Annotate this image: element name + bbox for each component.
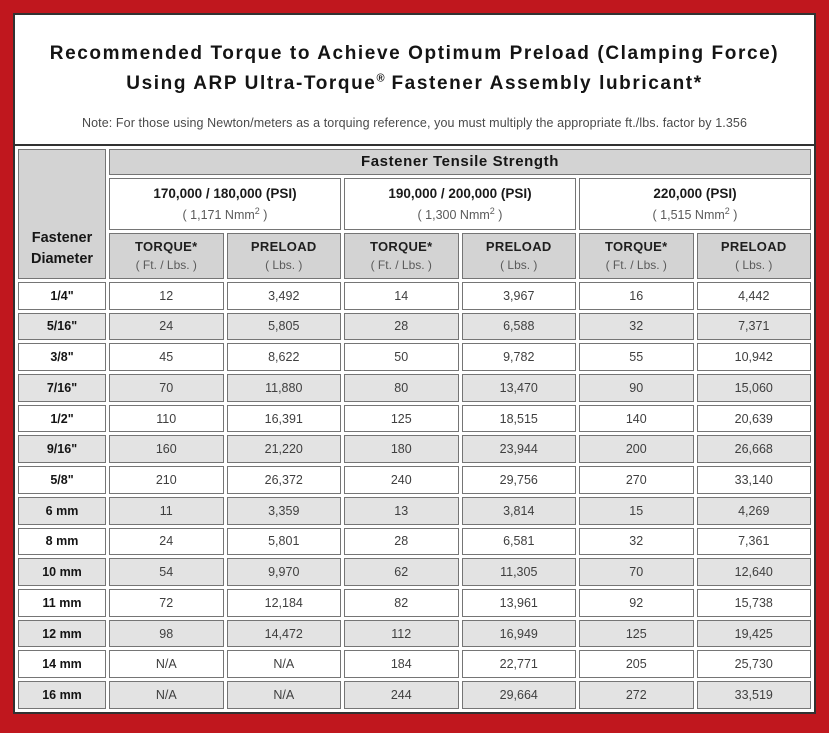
spec-sheet-panel [13,13,816,714]
preload-cell: 5,801 [227,528,342,556]
preload-cell: 15,060 [697,374,812,402]
torque-cell: 62 [344,558,459,586]
preload-label: PRELOAD [250,239,317,255]
torque-cell: N/A [109,681,224,709]
preload-cell: 19,425 [697,620,812,648]
preload-cell: 21,220 [227,435,342,463]
preload-cell: 9,970 [227,558,342,586]
torque-cell: 72 [109,589,224,617]
nmm-value: ( 1,515 Nmm [652,207,725,222]
torque-cell: 16 [579,282,694,310]
torque-unit: ( Ft. / Lbs. ) [370,258,432,273]
table-row [18,343,811,371]
preload-cell: N/A [227,650,342,678]
diameter-cell: 1/4" [18,282,106,310]
torque-unit: ( Ft. / Lbs. ) [135,258,197,273]
preload-cell: 12,184 [227,589,342,617]
nmm-close: ) [494,207,503,222]
torque-cell: N/A [109,650,224,678]
psi-label: 170,000 / 180,000 (PSI) [153,185,297,201]
torque-cell: 110 [109,405,224,433]
diameter-cell: 1/2" [18,405,106,433]
torque-cell: 125 [344,405,459,433]
torque-cell: 45 [109,343,224,371]
table-row [18,497,811,525]
torque-cell: 28 [344,313,459,341]
torque-cell: 272 [579,681,694,709]
torque-cell: 270 [579,466,694,494]
preload-cell: 7,371 [697,313,812,341]
diameter-cell: 7/16" [18,374,106,402]
torque-cell: 13 [344,497,459,525]
torque-column-header [109,233,224,279]
torque-column-header [344,233,459,279]
preload-label: PRELOAD [485,239,552,255]
preload-cell: 14,472 [227,620,342,648]
nmm-label [345,206,575,222]
registered-trademark-symbol: ® [376,73,385,86]
psi-group-190-200 [344,178,576,230]
diameter-cell: 8 mm [18,528,106,556]
title-line-2-text: Using ARP Ultra-Torque [126,73,377,95]
table-row [18,681,811,709]
torque-cell: 244 [344,681,459,709]
preload-cell: 9,782 [462,343,577,371]
preload-cell: 29,664 [462,681,577,709]
preload-cell: 22,771 [462,650,577,678]
preload-cell: N/A [227,681,342,709]
preload-label: PRELOAD [720,239,787,255]
torque-cell: 90 [579,374,694,402]
psi-group-header-row [18,178,811,230]
tensile-strength-header: Fastener Tensile Strength [109,149,811,175]
preload-unit: ( Lbs. ) [735,258,773,273]
nmm-value: ( 1,171 Nmm [182,207,255,222]
torque-cell: 240 [344,466,459,494]
torque-cell: 140 [579,405,694,433]
torque-unit: ( Ft. / Lbs. ) [605,258,667,273]
column-units-header-row [18,233,811,279]
preload-cell: 11,305 [462,558,577,586]
torque-cell: 28 [344,528,459,556]
preload-cell: 20,639 [697,405,812,433]
diameter-cell: 12 mm [18,620,106,648]
page-title [15,15,814,100]
torque-cell: 92 [579,589,694,617]
preload-column-header [462,233,577,279]
preload-cell: 10,942 [697,343,812,371]
diameter-cell: 14 mm [18,650,106,678]
diameter-cell: 16 mm [18,681,106,709]
title-line-2 [21,69,808,99]
preload-cell: 3,967 [462,282,577,310]
torque-cell: 50 [344,343,459,371]
torque-cell: 200 [579,435,694,463]
diameter-cell: 5/16" [18,313,106,341]
tensile-strength-header-row [18,149,811,175]
torque-cell: 32 [579,313,694,341]
preload-cell: 15,738 [697,589,812,617]
preload-cell: 26,668 [697,435,812,463]
torque-cell: 205 [579,650,694,678]
torque-cell: 15 [579,497,694,525]
torque-label: TORQUE* [369,239,433,255]
torque-table-container [15,144,814,712]
torque-cell: 70 [109,374,224,402]
torque-cell: 80 [344,374,459,402]
preload-cell: 33,519 [697,681,812,709]
preload-cell: 3,814 [462,497,577,525]
torque-table [15,146,814,712]
diameter-header-line1: Fastener [31,229,93,246]
psi-label: 190,000 / 200,000 (PSI) [388,185,532,201]
diameter-cell: 10 mm [18,558,106,586]
torque-cell: 98 [109,620,224,648]
torque-column-header [579,233,694,279]
nmm-label [580,206,810,222]
diameter-cell: 11 mm [18,589,106,617]
nmm-exponent: 2 [489,205,495,216]
nmm-label [110,206,340,222]
preload-cell: 12,640 [697,558,812,586]
preload-cell: 16,949 [462,620,577,648]
preload-cell: 6,588 [462,313,577,341]
table-row [18,313,811,341]
diameter-column-header [18,149,106,279]
diameter-cell: 5/8" [18,466,106,494]
torque-label: TORQUE* [604,239,668,255]
preload-cell: 3,492 [227,282,342,310]
note-text: Note: For those using Newton/meters as a torquing reference, you must multiply the appropriate ft./lbs. factor by 1.356 [81,115,747,130]
preload-cell: 7,361 [697,528,812,556]
preload-cell: 23,944 [462,435,577,463]
torque-cell: 11 [109,497,224,525]
torque-cell: 55 [579,343,694,371]
nmm-exponent: 2 [254,205,260,216]
nmm-value: ( 1,300 Nmm [417,207,490,222]
preload-unit: ( Lbs. ) [500,258,538,273]
preload-column-header [227,233,342,279]
title-line-1: Recommended Torque to Achieve Optimum Preload (Clamping Force) [49,43,780,64]
diameter-cell: 9/16" [18,435,106,463]
preload-cell: 18,515 [462,405,577,433]
diameter-header-line2: Diameter [30,250,94,267]
psi-group-220 [579,178,811,230]
nmm-close: ) [729,207,738,222]
preload-cell: 8,622 [227,343,342,371]
nmm-exponent: 2 [724,205,730,216]
torque-cell: 54 [109,558,224,586]
table-row [18,528,811,556]
table-row [18,558,811,586]
preload-unit: ( Lbs. ) [265,258,303,273]
preload-cell: 29,756 [462,466,577,494]
preload-cell: 25,730 [697,650,812,678]
table-row [18,620,811,648]
preload-cell: 16,391 [227,405,342,433]
torque-cell: 32 [579,528,694,556]
preload-cell: 13,470 [462,374,577,402]
table-row [18,282,811,310]
table-row [18,589,811,617]
torque-cell: 112 [344,620,459,648]
diameter-cell: 6 mm [18,497,106,525]
torque-cell: 180 [344,435,459,463]
torque-cell: 184 [344,650,459,678]
table-row [18,650,811,678]
psi-label: 220,000 (PSI) [653,185,737,201]
nmm-close: ) [259,207,268,222]
preload-cell: 33,140 [697,466,812,494]
preload-cell: 3,359 [227,497,342,525]
preload-column-header [697,233,812,279]
preload-cell: 13,961 [462,589,577,617]
table-row [18,466,811,494]
table-row [18,374,811,402]
psi-group-170-180 [109,178,341,230]
torque-cell: 24 [109,528,224,556]
preload-cell: 6,581 [462,528,577,556]
torque-cell: 24 [109,313,224,341]
torque-cell: 82 [344,589,459,617]
torque-cell: 210 [109,466,224,494]
torque-cell: 14 [344,282,459,310]
table-row [18,435,811,463]
preload-cell: 11,880 [227,374,342,402]
torque-cell: 70 [579,558,694,586]
diameter-cell: 3/8" [18,343,106,371]
table-row [18,405,811,433]
torque-cell: 160 [109,435,224,463]
torque-cell: 125 [579,620,694,648]
preload-cell: 4,269 [697,497,812,525]
torque-label: TORQUE* [134,239,198,255]
title-line-2-text-end: Fastener Assembly lubricant* [384,73,703,95]
torque-cell: 12 [109,282,224,310]
preload-cell: 26,372 [227,466,342,494]
preload-cell: 4,442 [697,282,812,310]
preload-cell: 5,805 [227,313,342,341]
